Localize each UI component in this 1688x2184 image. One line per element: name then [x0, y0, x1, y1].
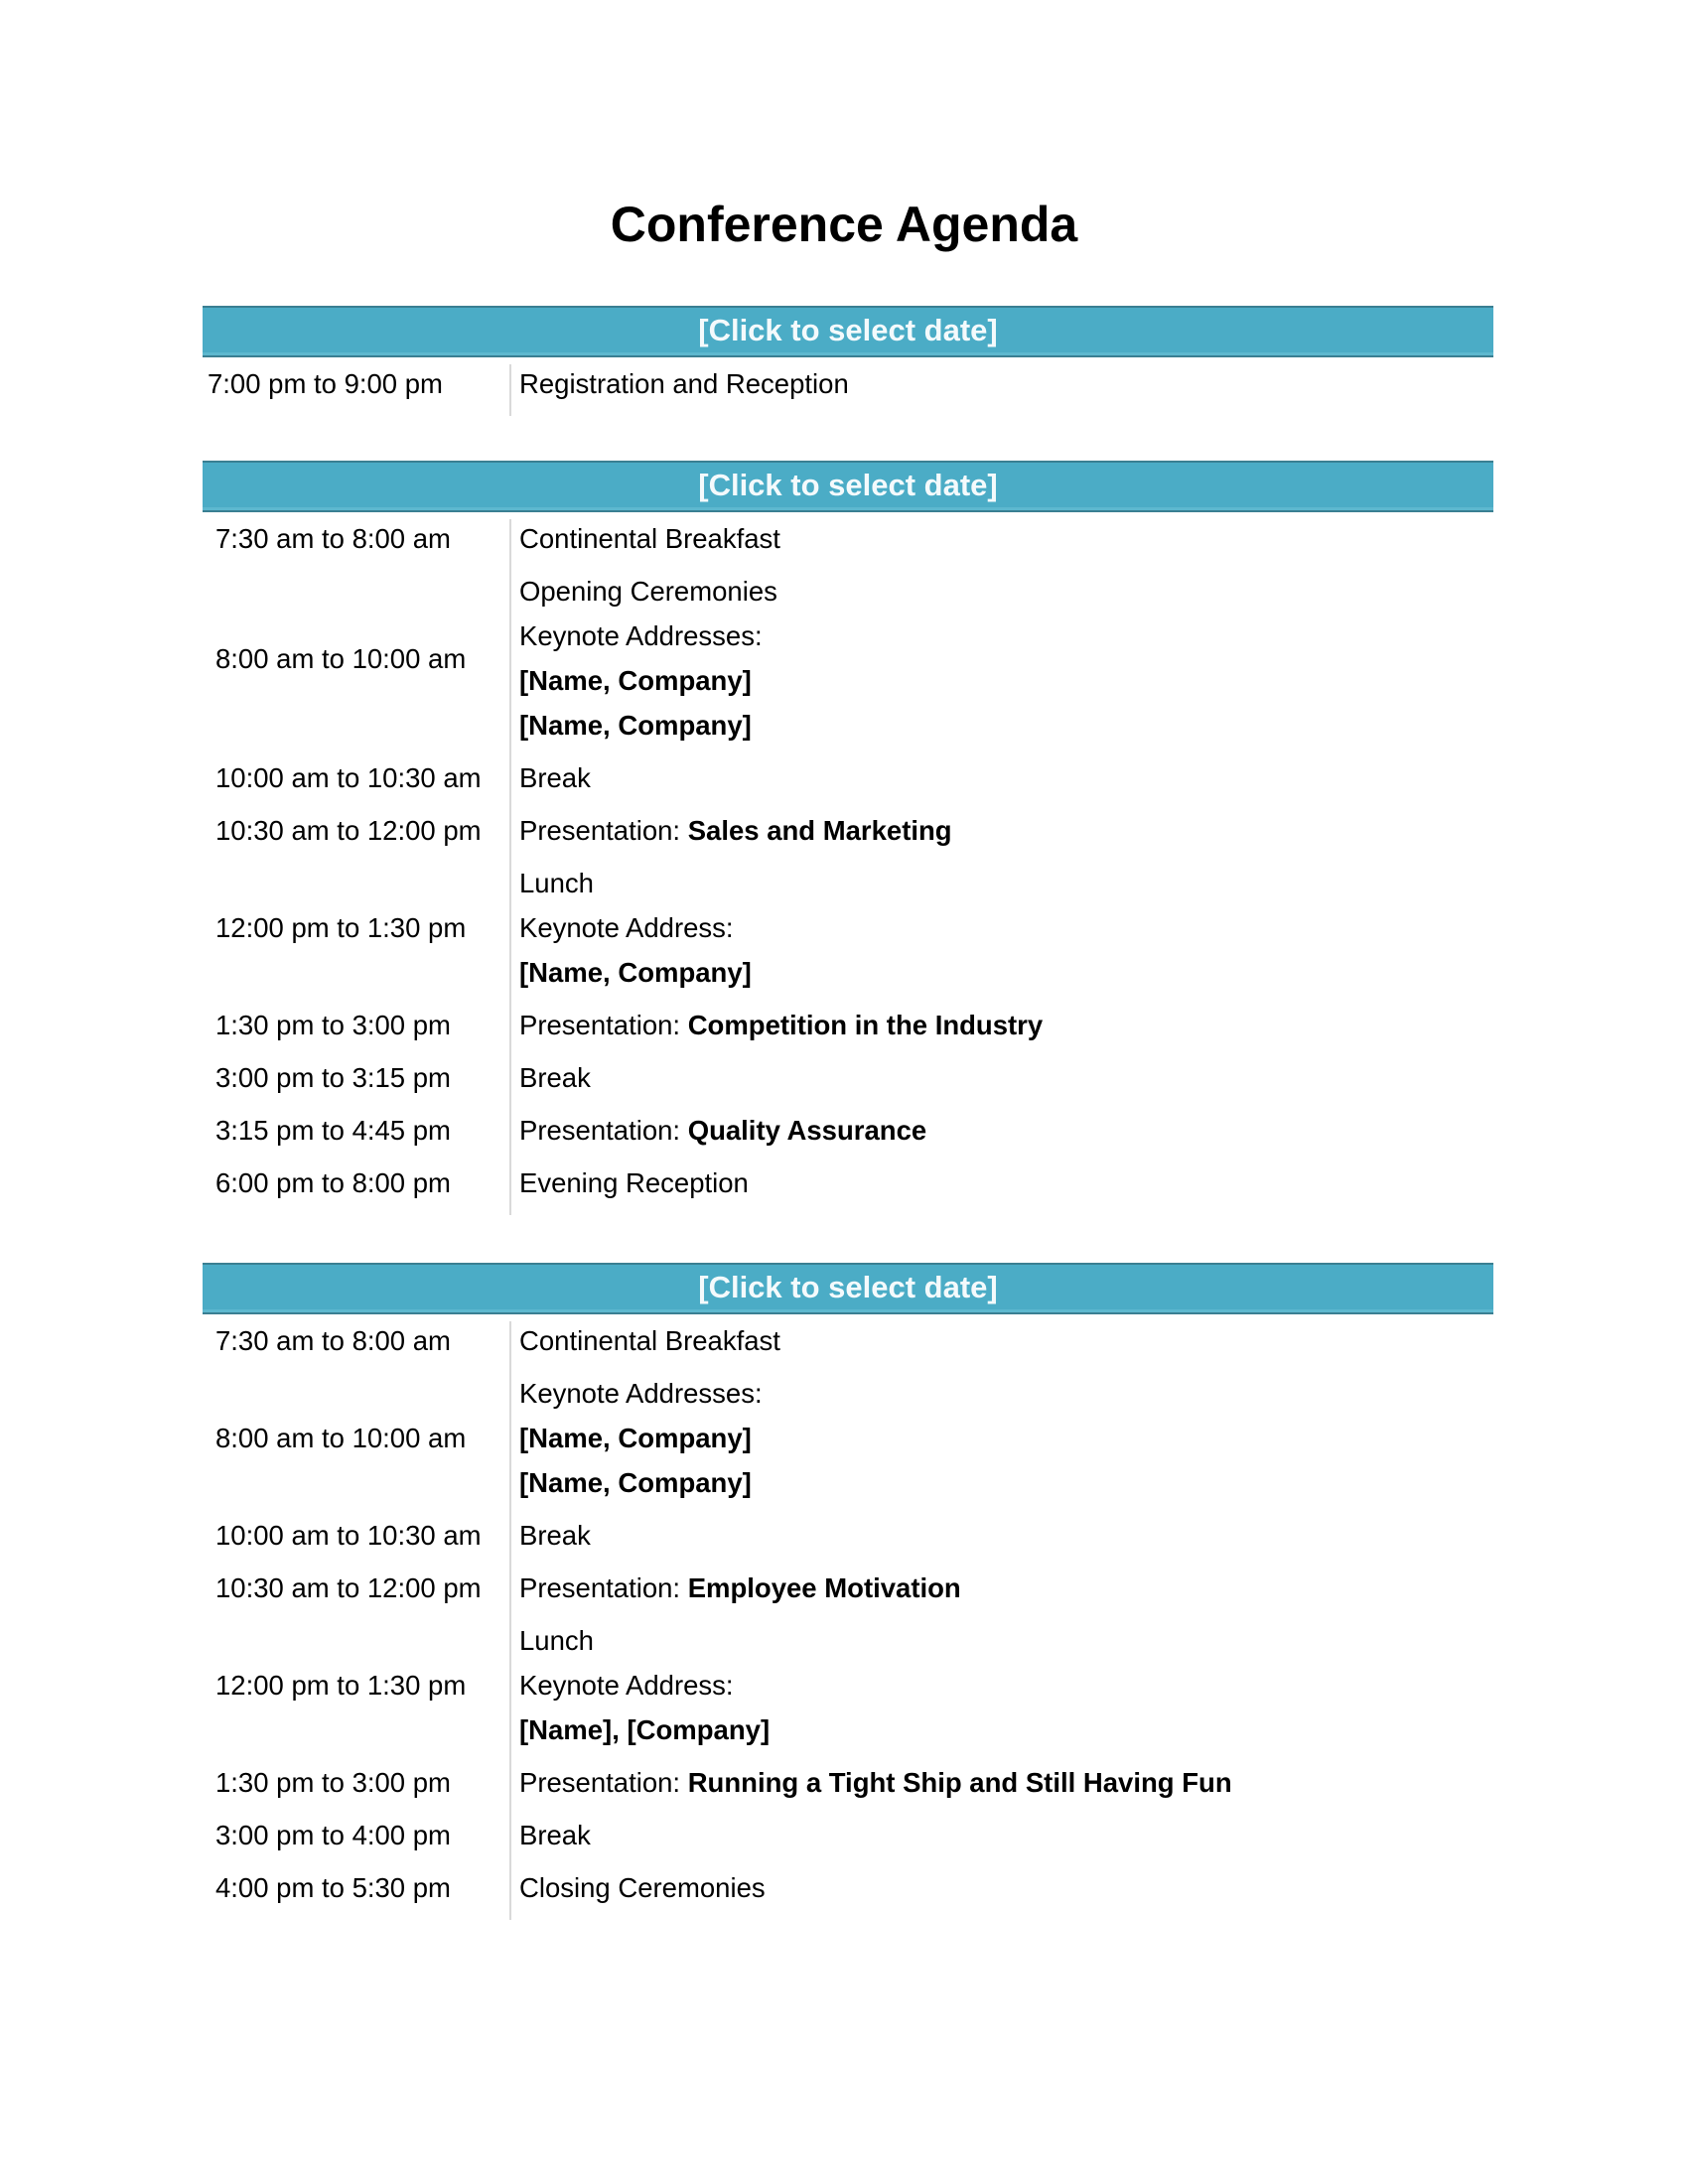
column-divider [509, 364, 511, 416]
activity-text: Continental Breakfast [519, 1325, 780, 1356]
activity-text: Continental Breakfast [519, 523, 780, 554]
presentation-title: Employee Motivation [687, 1572, 961, 1603]
activity-cell [509, 1055, 1493, 1100]
presentation-title: Sales and Marketing [687, 815, 952, 846]
speaker-placeholder[interactable]: [Name, Company] [519, 1467, 752, 1498]
table-row [203, 751, 1493, 804]
agenda-rows [203, 1314, 1493, 1914]
table-row [203, 357, 1493, 410]
agenda-day-1 [203, 306, 1493, 410]
time-cell: 10:30 am to 12:00 pm [215, 815, 482, 846]
activity-cell [509, 1618, 1493, 1752]
activity-text: Break [519, 1820, 591, 1850]
activity-cell [509, 1760, 1493, 1805]
activity-cell [509, 808, 1493, 853]
activity-cell [509, 1318, 1493, 1363]
time-cell: 10:30 am to 12:00 pm [215, 1572, 482, 1603]
column-divider [509, 1321, 511, 1920]
time-cell: 4:00 pm to 5:30 pm [215, 1872, 451, 1903]
table-row [203, 1614, 1493, 1756]
table-row [203, 1809, 1493, 1861]
activity-cell [509, 1865, 1493, 1910]
table-row [203, 1861, 1493, 1914]
time-cell: 3:00 pm to 4:00 pm [215, 1820, 451, 1850]
activity-cell [509, 516, 1493, 561]
activity-text: Break [519, 1520, 591, 1551]
activity-cell [509, 755, 1493, 800]
activity-cell [509, 569, 1493, 748]
activity-text: Keynote Address: [519, 1670, 734, 1701]
table-row [203, 1051, 1493, 1104]
activity-cell [509, 861, 1493, 995]
date-picker-day-1[interactable]: [Click to select date] [203, 306, 1493, 357]
time-cell: 3:00 pm to 3:15 pm [215, 1062, 451, 1093]
speaker-placeholder[interactable]: [Name, Company] [519, 957, 752, 988]
time-cell: 12:00 pm to 1:30 pm [215, 1670, 467, 1701]
agenda-day-3 [203, 1263, 1493, 1914]
time-cell: 10:00 am to 10:30 am [215, 1520, 482, 1551]
table-row [203, 512, 1493, 565]
time-cell: 1:30 pm to 3:00 pm [215, 1767, 451, 1798]
column-divider [509, 519, 511, 1215]
activity-text: Lunch [519, 868, 594, 898]
date-picker-day-2[interactable]: [Click to select date] [203, 461, 1493, 512]
activity-text: Keynote Addresses: [519, 1378, 763, 1409]
activity-text: Presentation: [519, 1115, 688, 1146]
speaker-placeholder[interactable]: [Name, Company] [519, 710, 752, 741]
speaker-placeholder[interactable]: [Name], [Company] [519, 1714, 771, 1745]
activity-text: Presentation: [519, 815, 688, 846]
table-row [203, 1104, 1493, 1157]
time-cell: 10:00 am to 10:30 am [215, 762, 482, 793]
activity-text: Lunch [519, 1625, 594, 1656]
speaker-placeholder[interactable]: [Name, Company] [519, 665, 752, 696]
time-cell: 8:00 am to 10:00 am [215, 1423, 467, 1453]
agenda-day-2 [203, 461, 1493, 1209]
table-row [203, 1367, 1493, 1509]
table-row [203, 1314, 1493, 1367]
table-row [203, 1756, 1493, 1809]
table-row [203, 565, 1493, 751]
activity-text: Evening Reception [519, 1167, 749, 1198]
agenda-rows [203, 512, 1493, 1209]
activity-cell [509, 1566, 1493, 1610]
speaker-placeholder[interactable]: [Name, Company] [519, 1423, 752, 1453]
activity-text: Presentation: [519, 1572, 688, 1603]
time-cell: 3:15 pm to 4:45 pm [215, 1115, 451, 1146]
activity-text: Opening Ceremonies [519, 576, 777, 607]
time-cell: 1:30 pm to 3:00 pm [215, 1010, 451, 1040]
activity-text: Registration and Reception [519, 368, 849, 399]
presentation-title: Quality Assurance [687, 1115, 927, 1146]
activity-text: Presentation: [519, 1010, 688, 1040]
time-cell: 7:00 pm to 9:00 pm [208, 368, 443, 399]
table-row [203, 804, 1493, 857]
time-cell: 7:30 am to 8:00 am [215, 1325, 451, 1356]
date-picker-day-3[interactable]: [Click to select date] [203, 1263, 1493, 1314]
time-cell: 8:00 am to 10:00 am [215, 642, 467, 674]
table-row [203, 999, 1493, 1051]
presentation-title: Running a Tight Ship and Still Having Fun [687, 1767, 1232, 1798]
activity-cell [509, 1003, 1493, 1047]
table-row [203, 1509, 1493, 1562]
presentation-title: Competition in the Industry [687, 1010, 1044, 1040]
activity-text: Keynote Address: [519, 912, 734, 943]
activity-cell [509, 1371, 1493, 1505]
activity-text: Keynote Addresses: [519, 620, 763, 651]
activity-text: Presentation: [519, 1767, 688, 1798]
time-cell: 12:00 pm to 1:30 pm [215, 912, 467, 943]
activity-cell [509, 1108, 1493, 1153]
activity-cell [509, 1813, 1493, 1857]
agenda-rows [203, 357, 1493, 410]
table-row [203, 857, 1493, 999]
page-title: Conference Agenda [610, 197, 1078, 252]
activity-text: Break [519, 762, 591, 793]
table-row [203, 1157, 1493, 1209]
activity-text: Closing Ceremonies [519, 1872, 766, 1903]
time-cell: 6:00 pm to 8:00 pm [215, 1167, 451, 1198]
table-row [203, 1562, 1493, 1614]
activity-cell [509, 1160, 1493, 1205]
time-cell: 7:30 am to 8:00 am [215, 523, 451, 554]
activity-text: Break [519, 1062, 591, 1093]
activity-cell [509, 1513, 1493, 1558]
activity-cell [509, 361, 1493, 406]
